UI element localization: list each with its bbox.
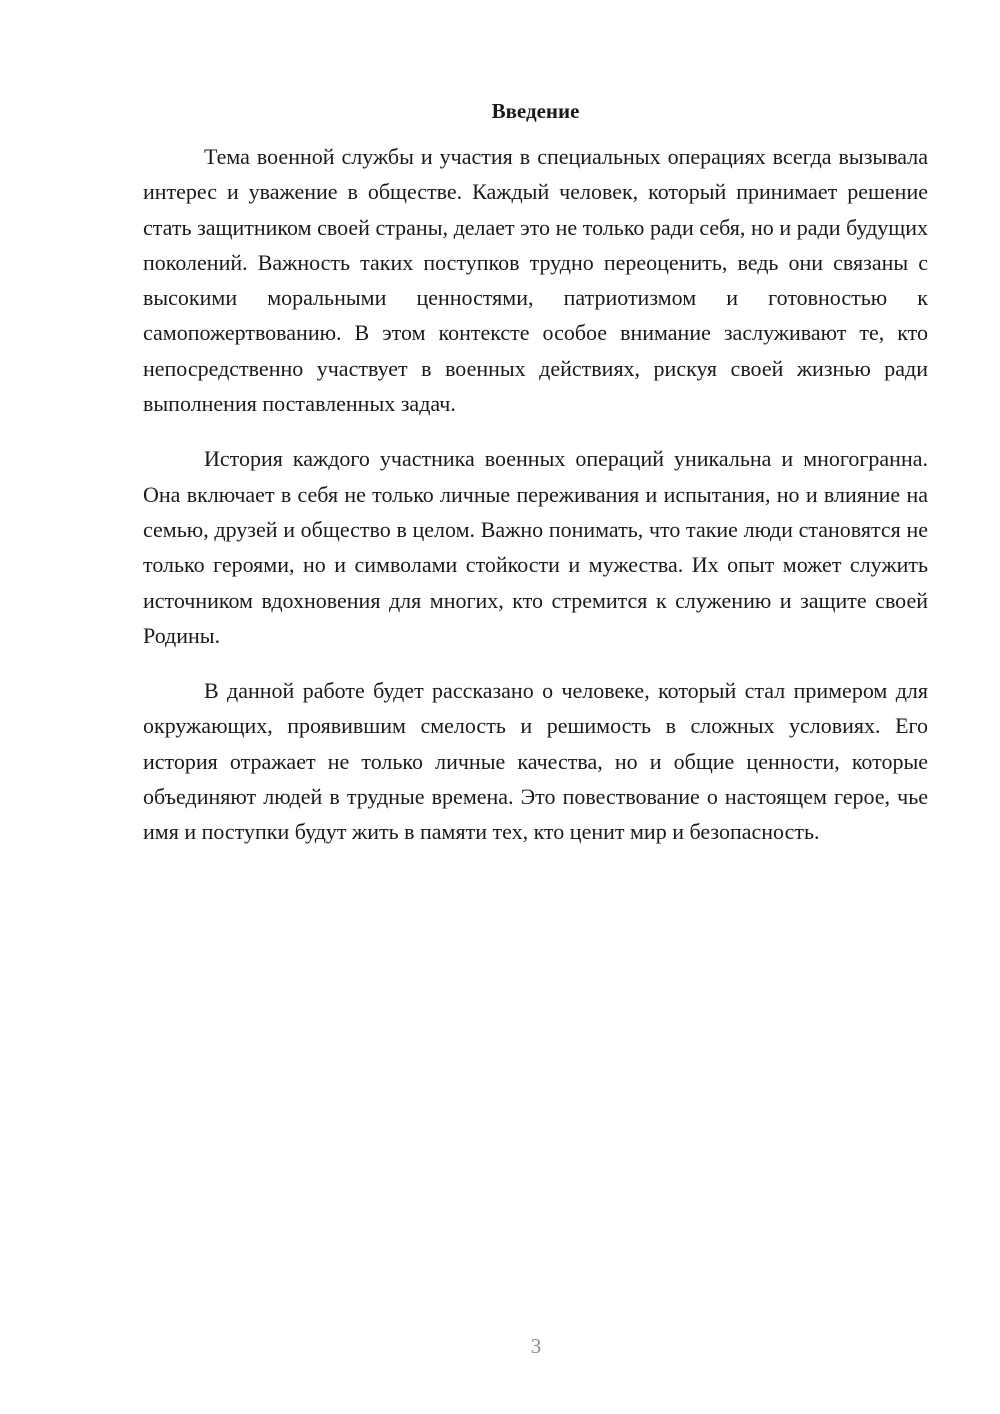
paragraph-3: В данной работе будет рассказано о человеке, который стал примером для окружающих, проявившим смелость и решимость в сложных условиях. Его история отражает не только личные качества, но и общие ценности, которые объединяют людей в трудные времена. Это повествование о настоящем герое, чье имя и поступки будут жить в памяти тех, кто ценит мир и безопасность.: [143, 678, 928, 845]
section-title: Введение: [491, 99, 580, 123]
page-number: 3: [530, 1334, 542, 1358]
page-content: [143, 96, 928, 870]
paragraph-2: История каждого участника военных операций уникальна и многогранна. Она включает в себя не только личные переживания и испытания, но и влияние на семью, друзей и общество в целом. Важно понимать, что такие люди становятся не только героями, но и символами стойкости и мужества. Их опыт может служить источником вдохновения для многих, кто стремится к служению и защите своей Родины.: [143, 446, 928, 648]
paragraph-1: Тема военной службы и участия в специальных операциях всегда вызывала интерес и уважение в обществе. Каждый человек, который принимает решение стать защитником своей страны, делает это не только ради себя, но и ради будущих поколений. Важность таких поступков трудно переоценить, ведь они связаны с высокими моральными ценностями, патриотизмом и готовностью к самопожертвованию. В этом контексте особое внимание заслуживают те, кто непосредственно участвует в военных действиях, рискуя своей жизнью ради выполнения поставленных задач.: [143, 144, 928, 417]
